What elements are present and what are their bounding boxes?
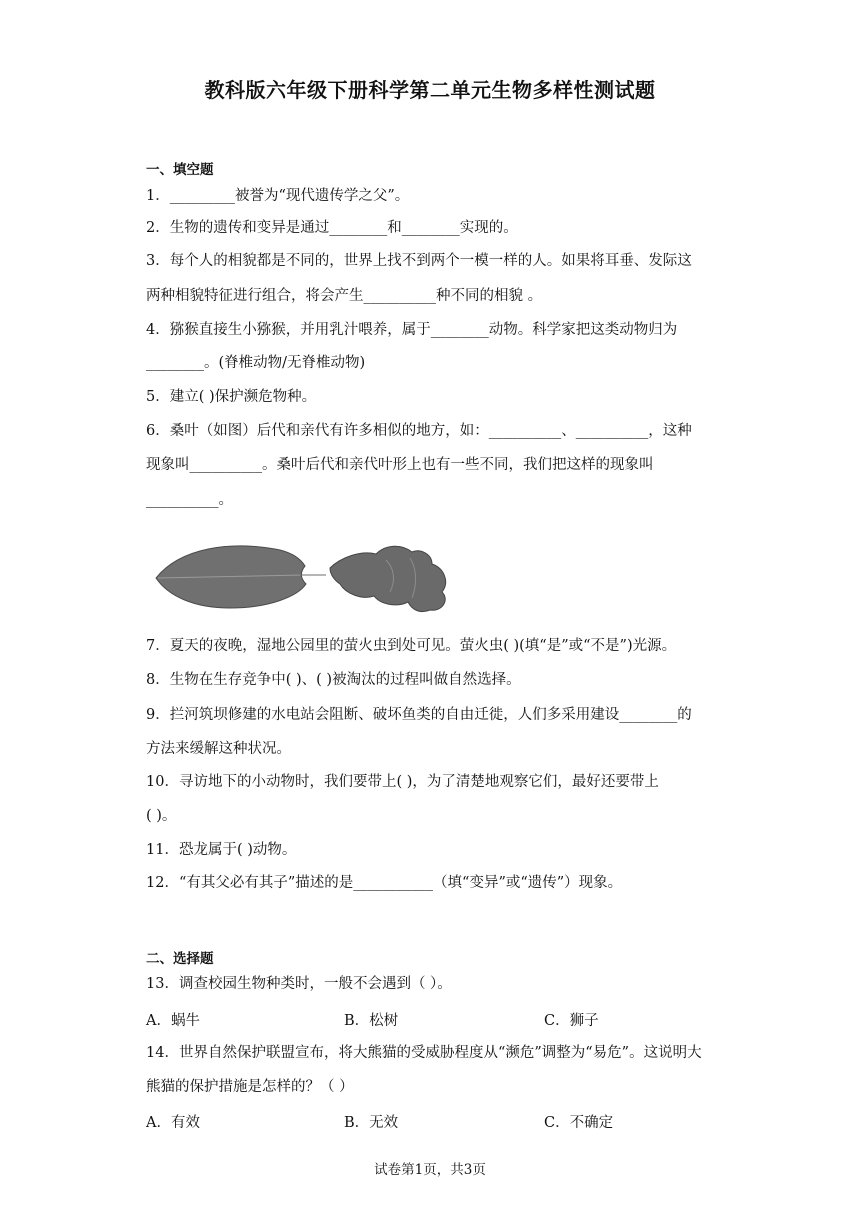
option-c: C．狮子 — [544, 1013, 599, 1029]
offspring-leaf-image — [330, 546, 446, 611]
question-4-line-2: ________。(脊椎动物/无脊椎动物) — [146, 355, 366, 371]
option-c: C．不确定 — [544, 1115, 614, 1131]
question-2: 2．生物的遗传和变异是通过________和________实现的。 — [146, 220, 518, 236]
page-footer: 试卷第1页，共3页 — [374, 1162, 486, 1178]
option-a: A．有效 — [146, 1115, 200, 1131]
question-10-line-1: 10．寻访地下的小动物时，我们要带上( )，为了清楚地观察它们，最好还要带上 — [146, 774, 659, 790]
section-fill-heading: 一、填空题 — [146, 162, 214, 178]
question-4-line-1: 4．猕猴直接生小猕猴，并用乳汁喂养，属于________动物。科学家把这类动物归为 — [146, 322, 678, 338]
option-b: B．无效 — [344, 1115, 399, 1131]
question-9-line-2: 方法来缓解这种状况。 — [146, 741, 291, 757]
question-11: 11．恐龙属于( )动物。 — [146, 842, 297, 858]
question-3-line-1: 3．每个人的相貌都是不同的，世界上找不到两个一模一样的人。如果将耳垂、发际这 — [146, 253, 692, 269]
question-5: 5．建立( )保护濒危物种。 — [146, 389, 317, 405]
question-6-line-3: __________。 — [146, 492, 233, 508]
question-12: 12．“有其父必有其子”描述的是___________（填“变异”或“遗传”）现象。 — [146, 875, 623, 891]
question-6-line-1: 6．桑叶（如图）后代和亲代有许多相似的地方，如：__________、__________，这种 — [146, 423, 692, 439]
question-1: 1．_________被誉为“现代遗传学之父”。 — [146, 188, 410, 204]
question-7: 7．夏天的夜晚，湿地公园里的萤火虫到处可见。萤火虫( )(填“是”或“不是”)光源。 — [146, 638, 677, 654]
question-10-line-2: ( )。 — [146, 808, 177, 824]
option-a: A．蜗牛 — [146, 1013, 200, 1029]
question-3-line-2: 两种相貌特征进行组合，将会产生__________种不同的相貌 。 — [146, 288, 543, 304]
question-14-line-2: 熊猫的保护措施是怎样的？（ ） — [146, 1079, 354, 1095]
question-6-line-2: 现象叫__________。桑叶后代和亲代叶形上也有一些不同，我们把这样的现象叫 — [146, 457, 654, 473]
option-b: B．松树 — [344, 1013, 399, 1029]
section-choice-heading: 二、选择题 — [146, 951, 214, 967]
page-title: 教科版六年级下册科学第二单元生物多样性测试题 — [204, 78, 656, 102]
question-8: 8．生物在生存竞争中( )、( )被淘汰的过程叫做自然选择。 — [146, 672, 521, 688]
question-14-line-1: 14．世界自然保护联盟宣布，将大熊猫的受威胁程度从“濒危”调整为“易危”。这说明大 — [146, 1045, 702, 1061]
question-9-line-1: 9．拦河筑坝修建的水电站会阻断、破坏鱼类的自由迁徙，人们多采用建设________的 — [146, 707, 692, 723]
question-13: 13．调查校园生物种类时，一般不会遇到（ ）。 — [146, 976, 452, 992]
mulberry-leaf-figure — [150, 538, 470, 614]
